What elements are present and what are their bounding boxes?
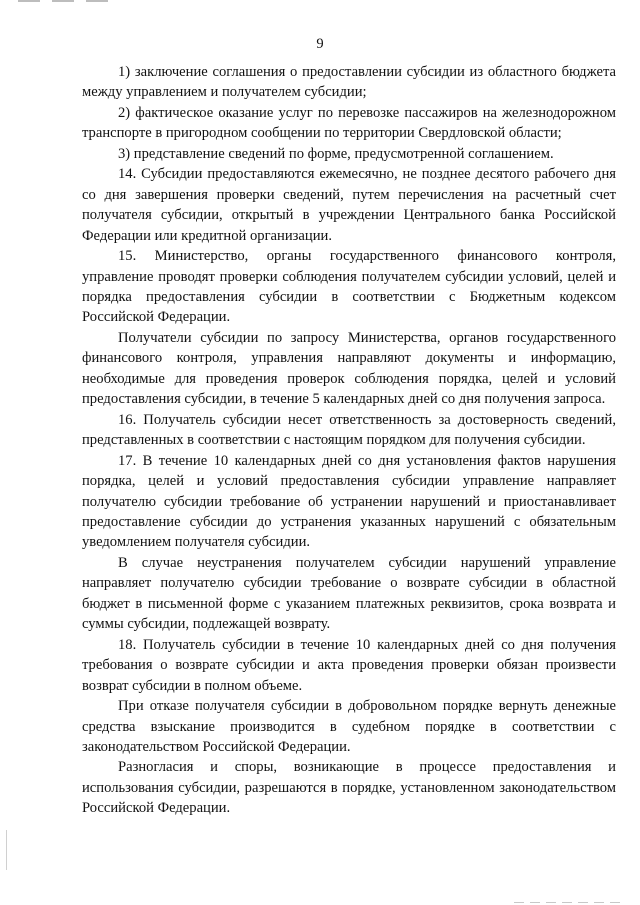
paragraph-clause-15-requests: Получатели субсидии по запросу Министерства, органов государственного финансового контроля, управления направляют документы и информацию, необходимые для проведения проверок соблюдения порядка, целей и условий предоставления субсидии, в течение 5 календарных дней со дня получения запроса. (82, 329, 616, 408)
paragraph-subsidy-condition-1: 1) заключение соглашения о предоставлении субсидии из областного бюджета между управлением и получателем субсидии; (82, 64, 616, 101)
paragraph-clause-17-return: В случае неустранения получателем субсидии нарушений управление направляет получателю субсидии требование о возврате субсидии в областной бюджет в письменной форме с указанием платежных реквизитов, срока возврата и суммы субсидии, подлежащей возврату. (82, 554, 616, 633)
scan-artifact-bottom (514, 902, 624, 903)
paragraph-disputes: Разногласия и споры, возникающие в процессе предоставления и использования субсидии, разрешаются в порядке, установленном законодательством Российской Федерации. (82, 759, 616, 817)
paragraph-clause-16: 16. Получатель субсидии несет ответственность за достоверность сведений, представленных в соответствии с настоящим порядком для получения субсидии. (82, 411, 616, 449)
page-number: 9 (316, 36, 324, 52)
paragraph-subsidy-condition-2: 2) фактическое оказание услуг по перевозке пассажиров на железнодорожном транспорте в пригородном сообщении по территории Свердловской области; (82, 104, 616, 142)
paragraph-clause-14: 14. Субсидии предоставляются ежемесячно, не позднее десятого рабочего дня со дня завершения проверки сведений, путем перечисления на расчетный счет получателя субсидии, открытый в учреждении Центрального банка Российской Федерации или кредитной организации. (82, 166, 616, 244)
paragraph-refusal: При отказе получателя субсидии в добровольном порядке вернуть денежные средства взыскание производится в судебном порядке в соответствии с законодательством Российской Федерации. (82, 698, 616, 755)
scan-artifact-left (6, 830, 7, 870)
document-body (82, 62, 616, 819)
paragraph-clause-15: 15. Министерство, органы государственного финансового контроля, управление проводят проверки соблюдения получателем субсидии условий, целей и порядка предоставления субсидии в соответствии с Бюджетным кодексом Российской Федерации. (82, 248, 616, 326)
paragraph-subsidy-condition-3: 3) представление сведений по форме, предусмотренной соглашением. (118, 145, 554, 162)
paragraph-clause-17: 17. В течение 10 календарных дней со дня установления фактов нарушения порядка, целей и условий предоставления субсидии управление направляет получателю субсидии требование об устранении нарушений и приостанавливает предоставление субсидии до устранения указанных нарушений с обязательным уведомлением получателя субсидии. (82, 452, 616, 551)
scan-artifact-top (18, 0, 113, 2)
paragraph-clause-18: 18. Получатель субсидии в течение 10 календарных дней со дня получения требования о возврате субсидии и акта проведения проверки обязан произвести возврат субсидии в полном объеме. (82, 636, 616, 694)
